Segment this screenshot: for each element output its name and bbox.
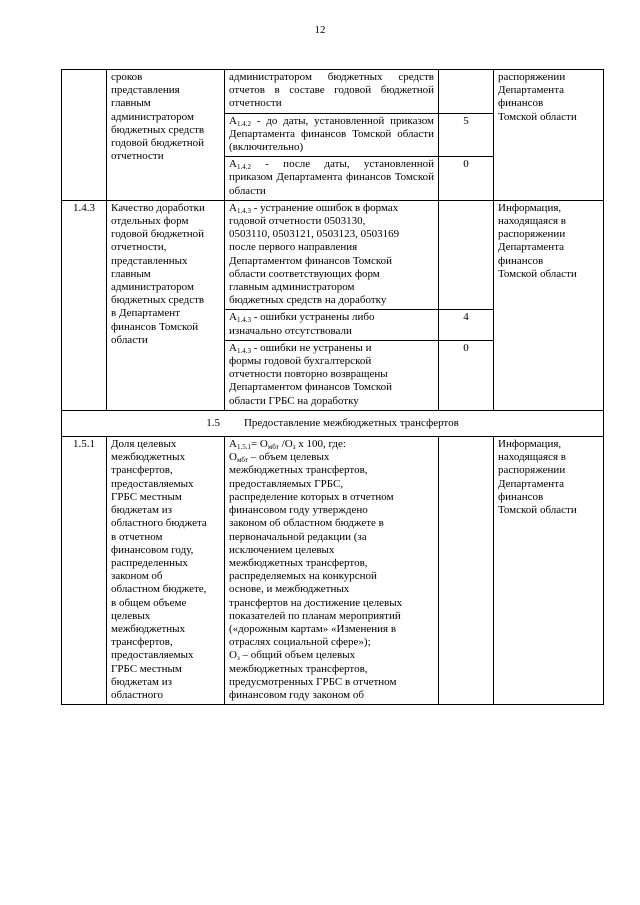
page-number: 12 <box>314 24 326 36</box>
formula-part: /О <box>278 438 293 451</box>
value-cell <box>439 200 494 310</box>
source-text: Информация, находящаяся в распоряжении Департамента финансов Томской области <box>498 201 577 280</box>
criterion-cell <box>225 157 439 201</box>
indicator-name: Доля целевых межбюджетных трансфертов, предоставляемых ГРБС местным бюджетам из областного бюджета в отчетном финансовом году, распределенных законом об областном бюджете, в общем объеме целевых межбюджетных трансфертов, предоставляемых ГРБС местным бюджетам из областного <box>111 438 207 701</box>
criterion-symbol: А <box>229 201 237 214</box>
formula-part: = О <box>250 438 268 451</box>
source-text: распоряжении Департамента финансов Томской области <box>498 71 577 123</box>
indicators-table <box>61 69 604 705</box>
formula-subscript: 1.5.1 <box>236 443 251 452</box>
section-number: 1.5 <box>206 416 220 429</box>
formula-symbol: А <box>229 438 237 451</box>
definition-symbol: О <box>229 451 237 464</box>
indicator-name-cell <box>107 200 225 410</box>
criterion-cell <box>225 70 439 114</box>
row-number-cell <box>62 200 107 410</box>
row-number: 1.5.1 <box>73 438 95 451</box>
criterion-cell <box>225 310 439 340</box>
formula-subscript: з <box>292 443 296 452</box>
criterion-text: - ошибки не устранены и формы годовой бухгалтерской отчетности повторно возвращены Департаментом финансов Томской области ГРБС на доработку <box>229 341 393 407</box>
criterion-text: - до даты, установленной приказом Департамента финансов Томской области (включительно) <box>229 114 434 154</box>
score-value: 0 <box>463 158 469 171</box>
row-number-cell <box>62 437 107 705</box>
definition-subscript: мбт <box>236 456 249 465</box>
formula <box>229 438 434 451</box>
definition-text: – объем целевых межбюджетных трансфертов, предоставляемых ГРБС, распределение которых в отчетном финансовом году утверждено законом об областном бюджете в первоначальной редакции (за исключением целевых межбюджетных трансфертов, распределяемых на конкурсной основе, и межбюджетных трансфертов на достижение целевых показателей по планам мероприятий («дорожным картам» «Изменения в отраслях социальной сфере»); <box>229 451 403 649</box>
criterion-text: - ошибки устранены либо изначально отсутствовали <box>229 311 375 337</box>
criterion-cell <box>225 113 439 157</box>
row-number: 1.4.3 <box>73 201 95 214</box>
score-value: 5 <box>463 114 469 127</box>
source-cell <box>494 200 604 410</box>
source-cell <box>494 70 604 201</box>
formula-part: х 100, где: <box>295 438 346 451</box>
criterion-symbol: А <box>229 114 237 127</box>
table-row <box>62 70 604 114</box>
row-number-cell <box>62 70 107 201</box>
criterion-cell <box>225 437 439 705</box>
criterion-symbol: А <box>229 341 237 354</box>
value-cell <box>439 70 494 114</box>
formula-subscript: мбт <box>267 443 279 452</box>
definition <box>229 451 434 649</box>
criterion-text: - устранение ошибок в формах годовой отчетности 0503130, 0503110, 0503121, 0503123, 0503169 после первого направления Департаментом финансов Томской области соответствующих форм главным администратором бюджетных средств на доработку <box>229 201 400 307</box>
indicator-name-cell <box>107 70 225 201</box>
definition-subscript: з <box>236 654 240 663</box>
criterion-subscript: 1.4.3 <box>236 316 251 325</box>
criterion-text: администратором бюджетных средств отчетов в составе годовой бюджетной отчетности <box>229 71 434 110</box>
table-row <box>62 200 604 310</box>
table-row <box>62 437 604 705</box>
value-cell <box>439 157 494 201</box>
criterion-subscript: 1.4.3 <box>236 206 251 215</box>
value-cell <box>439 437 494 705</box>
definition-text: – общий объем целевых межбюджетных трансфертов, предусмотренных ГРБС в отчетном финансовом году законом об <box>229 649 397 701</box>
criterion-symbol: А <box>229 158 237 171</box>
criterion-subscript: 1.4.2 <box>236 119 251 128</box>
criterion-cell <box>225 340 439 410</box>
section-title: Предоставление межбюджетных трансфертов <box>243 416 459 429</box>
score-value: 0 <box>463 341 469 354</box>
value-cell <box>439 340 494 410</box>
section-header <box>62 410 604 436</box>
criterion-text: - после даты, установленной приказом Департамента финансов Томской области <box>229 158 434 197</box>
criterion-symbol: А <box>229 311 237 324</box>
definition-symbol: О <box>229 649 237 662</box>
score-value: 4 <box>463 311 469 324</box>
value-cell <box>439 113 494 157</box>
source-cell <box>494 437 604 705</box>
indicator-name-cell <box>107 437 225 705</box>
criterion-subscript: 1.4.2 <box>236 163 251 172</box>
criterion-cell <box>225 200 439 310</box>
source-text: Информация, находящаяся в распоряжении Департамента финансов Томской области <box>498 438 577 517</box>
value-cell <box>439 310 494 340</box>
definition <box>229 649 434 702</box>
section-row <box>62 410 604 436</box>
indicator-name: сроков представления главным администратором бюджетных средств годовой бюджетной отчетности <box>111 71 205 163</box>
criterion-subscript: 1.4.3 <box>236 346 251 355</box>
indicator-name: Качество доработки отдельных форм годовой бюджетной отчетности, представленных главным администратором бюджетных средств в Департамент финансов Томской области <box>111 201 205 346</box>
